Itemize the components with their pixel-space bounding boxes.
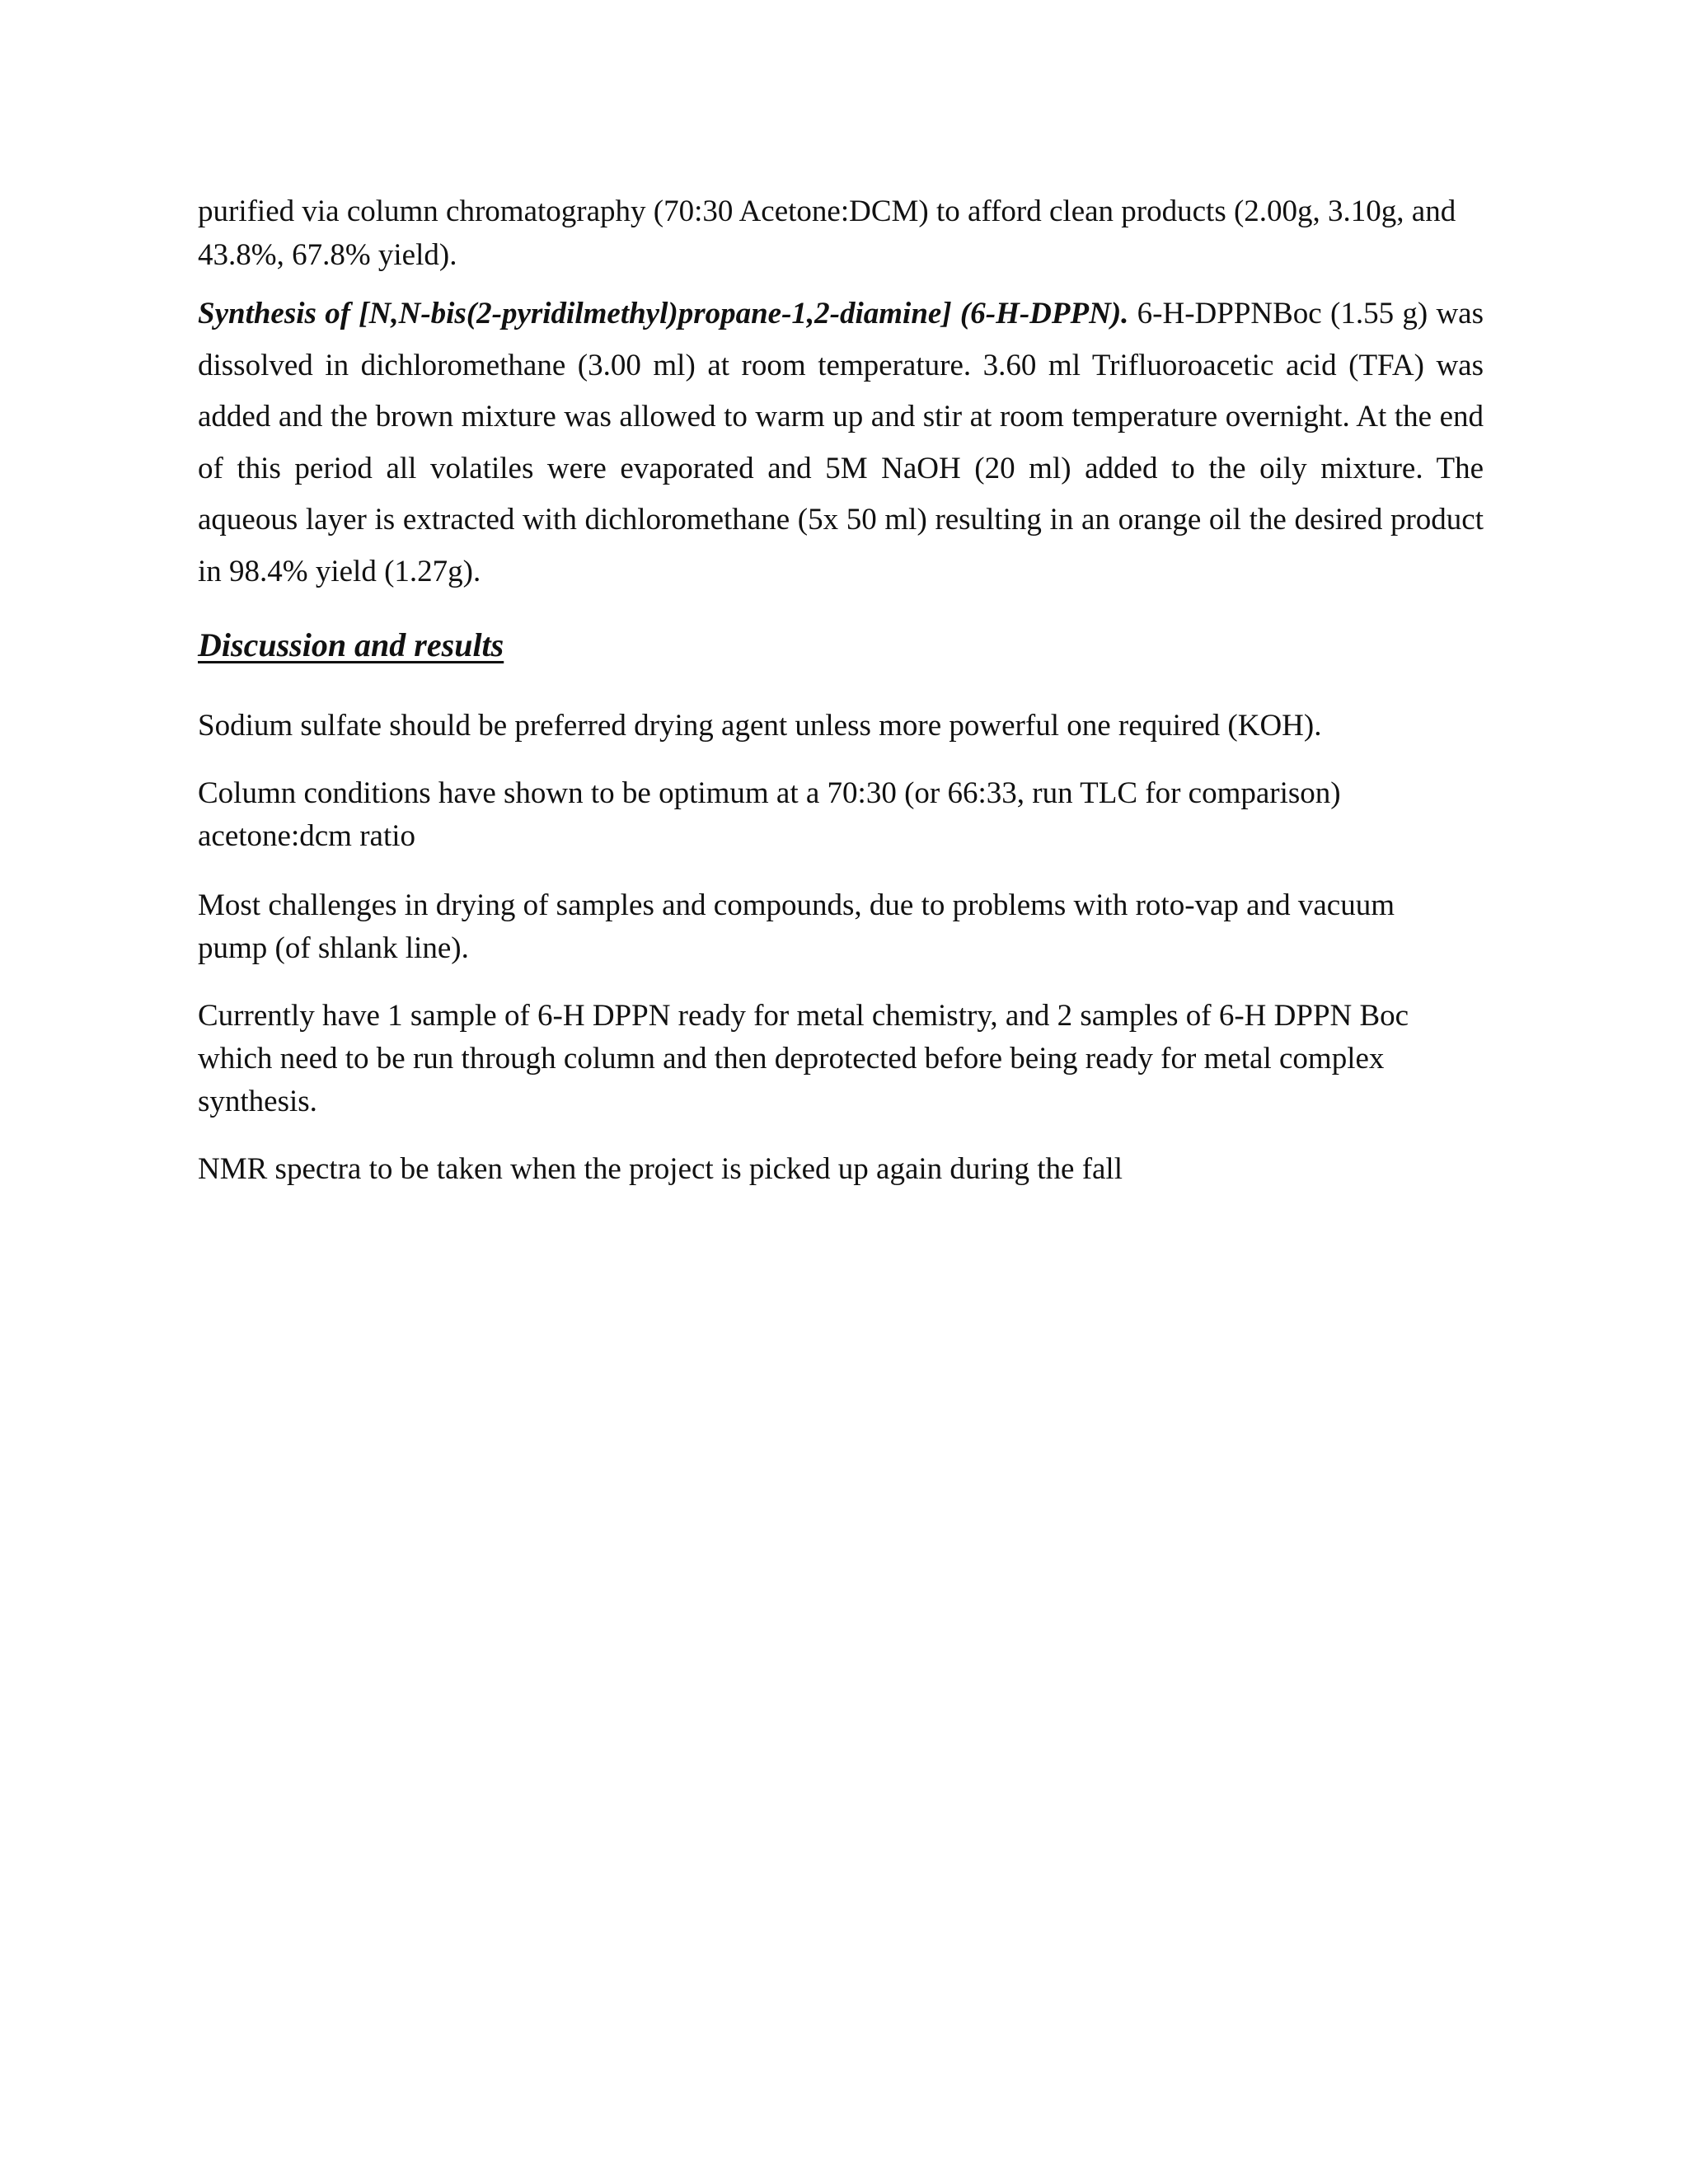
synthesis-title: Synthesis of [N,N-bis(2-pyridilmethyl)propane-1,2-diamine] (6-H-DPPN). bbox=[198, 297, 1129, 330]
intro-paragraph: purified via column chromatography (70:30 Acetone:DCM) to afford clean products (2.00g, 3.10g, and 43.8%, 67.8% yield). bbox=[198, 194, 1456, 272]
discussion-paragraph-1: Sodium sulfate should be preferred drying agent unless more powerful one required (KOH). bbox=[198, 709, 1322, 743]
discussion-paragraph-3: Most challenges in drying of samples and compounds, due to problems with roto-vap and vacuum pump (of shlank line). bbox=[198, 888, 1395, 965]
discussion-paragraph-4: Currently have 1 sample of 6-H DPPN ready for metal chemistry, and 2 samples of 6-H DPPN Boc which need to be run through column and then deprotected before being ready for metal complex synthesis. bbox=[198, 999, 1409, 1118]
discussion-paragraph-5: NMR spectra to be taken when the project is picked up again during the fall bbox=[198, 1152, 1123, 1186]
document-page bbox=[198, 190, 1484, 1191]
synthesis-paragraph bbox=[198, 288, 1484, 598]
synthesis-body: 6-H-DPPNBoc (1.55 g) was dissolved in dichloromethane (3.00 ml) at room temperature. 3.60 ml Trifluoroacetic acid (TFA) was added and the brown mixture was allowed to warm up and stir at room temperature overnight. At the end of this period all volatiles were evaporated and 5M NaOH (20 ml) added to the oily mixture. The aqueous layer is extracted with dichloromethane (5x 50 ml) resulting in an orange oil the desired product in 98.4% yield (1.27g). bbox=[198, 297, 1484, 588]
discussion-paragraph-2: Column conditions have shown to be optimum at a 70:30 (or 66:33, run TLC for comparison) acetone:dcm ratio bbox=[198, 776, 1341, 853]
discussion-heading: Discussion and results bbox=[198, 626, 504, 663]
